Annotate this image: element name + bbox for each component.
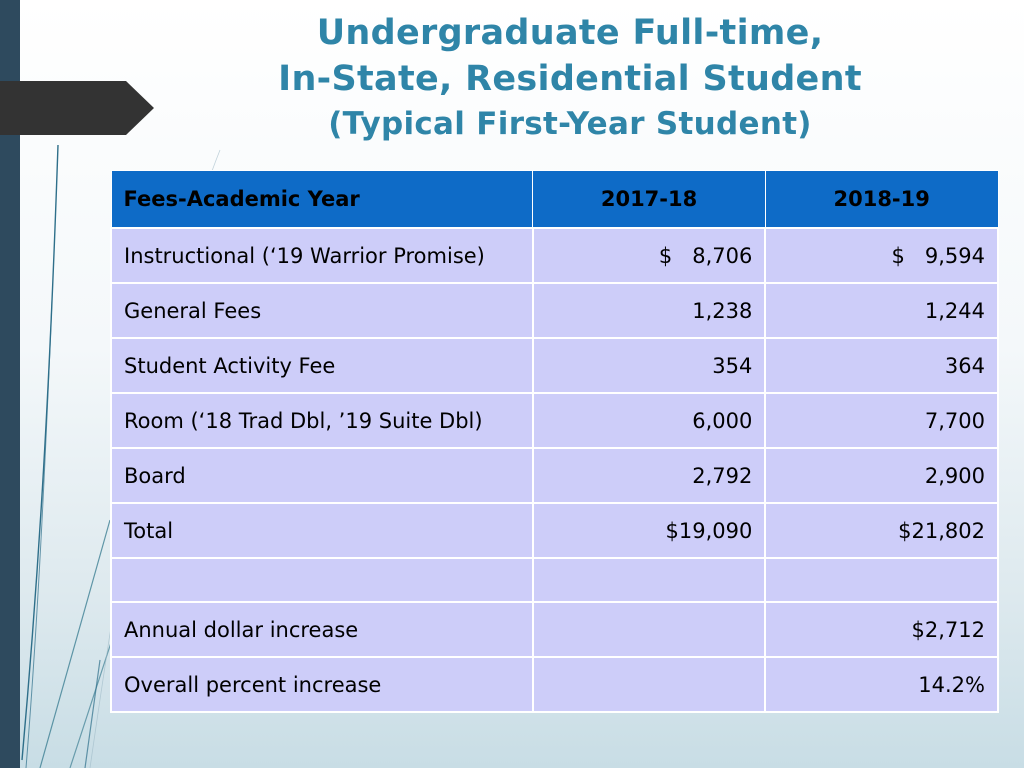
table-row-overall-percent-increase (111, 657, 998, 712)
table-row-room (111, 393, 998, 448)
table-row-student-activity-fee (111, 338, 998, 393)
row-label (111, 558, 533, 602)
title-line-1: Undergraduate Full-time, (316, 13, 824, 53)
value-2017-18 (533, 602, 766, 657)
row-label: Instructional (‘19 Warrior Promise) (111, 228, 533, 283)
value-2017-18: $ 8,706 (533, 228, 766, 283)
value-2018-19: 364 (765, 338, 998, 393)
row-label: Annual dollar increase (111, 602, 533, 657)
value-2017-18: 6,000 (533, 393, 766, 448)
slide-title (190, 10, 950, 146)
table-row-blank (111, 558, 998, 602)
row-label: Overall percent increase (111, 657, 533, 712)
value-2017-18: 1,238 (533, 283, 766, 338)
value-2017-18: 2,792 (533, 448, 766, 503)
value-2017-18 (533, 558, 766, 602)
value-2018-19: 14.2% (765, 657, 998, 712)
arrow-tab-icon (0, 81, 154, 135)
header-fees-academic-year: Fees-Academic Year (111, 171, 533, 229)
table-row-annual-dollar-increase (111, 602, 998, 657)
table-row-board (111, 448, 998, 503)
table-row-total (111, 503, 998, 558)
fees-table (110, 170, 999, 713)
row-label: Board (111, 448, 533, 503)
value-2018-19: 7,700 (765, 393, 998, 448)
value-2018-19: $21,802 (765, 503, 998, 558)
value-2018-19 (765, 558, 998, 602)
table-row-instructional (111, 228, 998, 283)
value-2017-18 (533, 657, 766, 712)
value-2018-19: 2,900 (765, 448, 998, 503)
header-2017-18: 2017-18 (533, 171, 766, 229)
value-2017-18: $19,090 (533, 503, 766, 558)
title-line-3: (Typical First-Year Student) (328, 106, 812, 142)
header-2018-19: 2018-19 (765, 171, 998, 229)
row-label: General Fees (111, 283, 533, 338)
table-row-general-fees (111, 283, 998, 338)
row-label: Student Activity Fee (111, 338, 533, 393)
value-2017-18: 354 (533, 338, 766, 393)
value-2018-19: $2,712 (765, 602, 998, 657)
value-2018-19: 1,244 (765, 283, 998, 338)
title-line-2: In-State, Residential Student (278, 59, 862, 99)
row-label: Total (111, 503, 533, 558)
table-header-row (111, 171, 998, 229)
value-2018-19: $ 9,594 (765, 228, 998, 283)
row-label: Room (‘18 Trad Dbl, ’19 Suite Dbl) (111, 393, 533, 448)
